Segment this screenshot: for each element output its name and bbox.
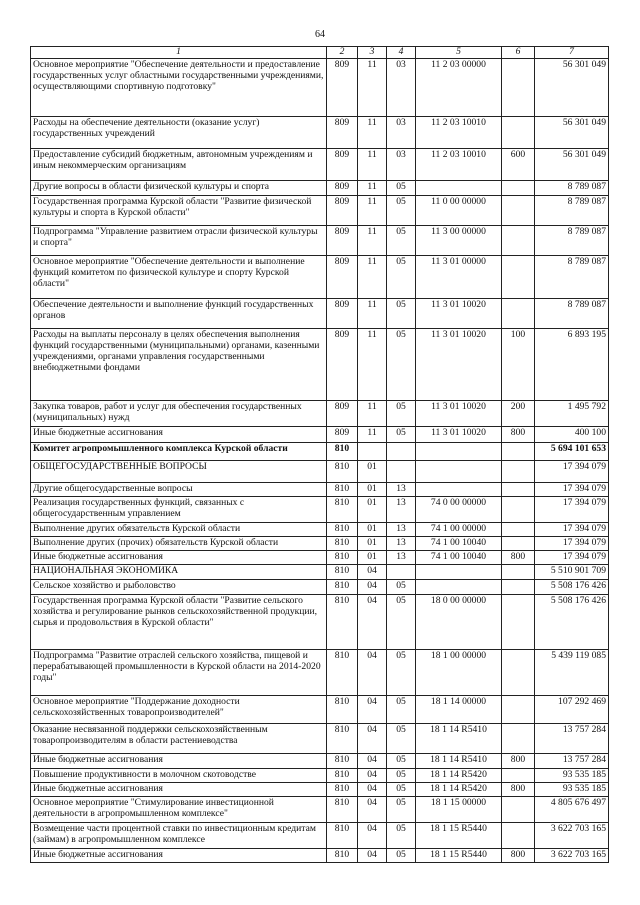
page-number: 64 [315, 29, 325, 40]
row-section-code: 04 [358, 769, 387, 783]
row-name: Иные бюджетные ассигнования [31, 427, 327, 443]
row-name: Предоставление субсидий бюджетным, автономным учреждениям и иным некоммерческим организациям [31, 149, 327, 181]
header-cell: 6 [502, 47, 535, 59]
row-target-article-code [416, 565, 502, 580]
row-name: Сельское хозяйство и рыболовство [31, 580, 327, 595]
header-cell: 7 [535, 47, 609, 59]
row-name: Иные бюджетные ассигнования [31, 783, 327, 797]
row-amount: 56 301 049 [535, 117, 609, 149]
row-section-code: 01 [358, 497, 387, 523]
row-amount: 17 394 079 [535, 537, 609, 551]
row-section-code: 11 [358, 329, 387, 401]
row-expense-type-code [502, 595, 535, 650]
row-section-code: 01 [358, 523, 387, 537]
table-row [31, 443, 609, 461]
table-row [31, 724, 609, 754]
table-row [31, 181, 609, 196]
row-target-article-code: 18 1 15 00000 [416, 797, 502, 823]
row-target-article-code: 11 3 01 10020 [416, 401, 502, 427]
row-ved-code: 810 [327, 696, 358, 724]
row-subsection-code: 05 [387, 769, 416, 783]
row-name: Основное мероприятие "Обеспечение деятельности и выполнение функций комитетом по физической культуре и спорту Курской области" [31, 256, 327, 299]
row-section-code: 04 [358, 823, 387, 849]
row-ved-code: 810 [327, 565, 358, 580]
row-name: Иные бюджетные ассигнования [31, 754, 327, 769]
row-section-code: 11 [358, 149, 387, 181]
row-subsection-code: 03 [387, 149, 416, 181]
row-amount: 3 622 703 165 [535, 823, 609, 849]
table-row [31, 329, 609, 401]
row-subsection-code: 03 [387, 117, 416, 149]
row-expense-type-code [502, 724, 535, 754]
row-amount: 4 805 676 497 [535, 797, 609, 823]
row-expense-type-code: 800 [502, 427, 535, 443]
row-subsection-code: 05 [387, 724, 416, 754]
row-target-article-code: 18 1 15 R5440 [416, 823, 502, 849]
row-target-article-code: 74 1 00 10040 [416, 537, 502, 551]
row-ved-code: 810 [327, 443, 358, 461]
row-subsection-code: 05 [387, 797, 416, 823]
row-section-code: 01 [358, 483, 387, 497]
row-ved-code: 809 [327, 181, 358, 196]
row-target-article-code: 18 1 14 R5410 [416, 724, 502, 754]
row-expense-type-code: 600 [502, 149, 535, 181]
row-subsection-code [387, 565, 416, 580]
row-target-article-code: 11 0 00 00000 [416, 196, 502, 226]
table-row [31, 497, 609, 523]
row-ved-code: 809 [327, 117, 358, 149]
row-ved-code: 810 [327, 724, 358, 754]
row-section-code: 04 [358, 724, 387, 754]
row-subsection-code: 05 [387, 783, 416, 797]
row-target-article-code: 11 2 03 10010 [416, 149, 502, 181]
row-name: Подпрограмма "Развитие отраслей сельского хозяйства, пищевой и перерабатывающей промышленности в Курской области на 2014-2020 годы" [31, 650, 327, 696]
row-section-code: 11 [358, 117, 387, 149]
row-amount: 5 439 119 085 [535, 650, 609, 696]
row-expense-type-code [502, 226, 535, 256]
table-row [31, 754, 609, 769]
table-row [31, 823, 609, 849]
row-ved-code: 810 [327, 754, 358, 769]
header-cell: 4 [387, 47, 416, 59]
row-subsection-code: 05 [387, 329, 416, 401]
row-subsection-code: 13 [387, 523, 416, 537]
row-section-code: 04 [358, 849, 387, 863]
row-amount: 17 394 079 [535, 497, 609, 523]
row-expense-type-code: 800 [502, 783, 535, 797]
row-name: Государственная программа Курской области "Развитие сельского хозяйства и регулирование рынков сельскохозяйственной продукции, сырья и продовольствия в Курской области" [31, 595, 327, 650]
row-ved-code: 810 [327, 523, 358, 537]
header-cell: 1 [31, 47, 327, 59]
row-ved-code: 809 [327, 59, 358, 117]
row-name: Иные бюджетные ассигнования [31, 551, 327, 565]
row-name: Расходы на выплаты персоналу в целях обеспечения выполнения функций государственными (муниципальными) органами, казенными учреждениями, органами управления государственными внебюджетными фондами [31, 329, 327, 401]
row-target-article-code [416, 483, 502, 497]
row-amount: 93 535 185 [535, 783, 609, 797]
row-name: Иные бюджетные ассигнования [31, 849, 327, 863]
row-section-code: 11 [358, 299, 387, 329]
table-row [31, 849, 609, 863]
row-expense-type-code [502, 59, 535, 117]
table-row [31, 256, 609, 299]
row-ved-code: 810 [327, 783, 358, 797]
row-amount: 5 508 176 426 [535, 595, 609, 650]
row-name: Основное мероприятие "Стимулирование инвестиционной деятельности в агропромышленном комплексе" [31, 797, 327, 823]
table-row [31, 226, 609, 256]
row-subsection-code: 05 [387, 595, 416, 650]
budget-table [30, 46, 609, 863]
row-name: НАЦИОНАЛЬНАЯ ЭКОНОМИКА [31, 565, 327, 580]
row-expense-type-code [502, 565, 535, 580]
row-ved-code: 809 [327, 256, 358, 299]
table-row [31, 401, 609, 427]
row-name: Основное мероприятие "Обеспечение деятельности и предоставление государственных услуг областными государственными учреждениями, осуществляющими спортивную подготовку" [31, 59, 327, 117]
row-section-code: 01 [358, 551, 387, 565]
row-subsection-code: 05 [387, 196, 416, 226]
row-name: Другие общегосударственные вопросы [31, 483, 327, 497]
row-ved-code: 809 [327, 299, 358, 329]
row-expense-type-code [502, 580, 535, 595]
row-subsection-code: 05 [387, 181, 416, 196]
row-name: ОБЩЕГОСУДАРСТВЕННЫЕ ВОПРОСЫ [31, 461, 327, 483]
row-target-article-code: 11 3 01 10020 [416, 329, 502, 401]
row-amount: 93 535 185 [535, 769, 609, 783]
table-row [31, 696, 609, 724]
row-target-article-code: 18 1 00 00000 [416, 650, 502, 696]
row-expense-type-code [502, 117, 535, 149]
row-name: Подпрограмма "Управление развитием отрасли физической культуры и спорта" [31, 226, 327, 256]
row-ved-code: 810 [327, 537, 358, 551]
row-name: Реализация государственных функций, связанных с общегосударственным управлением [31, 497, 327, 523]
row-target-article-code: 18 1 14 R5420 [416, 769, 502, 783]
row-ved-code: 810 [327, 650, 358, 696]
row-target-article-code: 18 1 14 R5410 [416, 754, 502, 769]
table-row [31, 783, 609, 797]
row-amount: 5 508 176 426 [535, 580, 609, 595]
row-section-code: 04 [358, 783, 387, 797]
table-row [31, 483, 609, 497]
row-ved-code: 809 [327, 226, 358, 256]
row-section-code: 11 [358, 181, 387, 196]
row-name: Другие вопросы в области физической культуры и спорта [31, 181, 327, 196]
row-subsection-code: 05 [387, 650, 416, 696]
table-row [31, 299, 609, 329]
row-ved-code: 809 [327, 196, 358, 226]
table-row [31, 149, 609, 181]
row-section-code: 04 [358, 580, 387, 595]
row-expense-type-code [502, 483, 535, 497]
row-section-code: 11 [358, 256, 387, 299]
row-ved-code: 810 [327, 769, 358, 783]
row-amount: 13 757 284 [535, 724, 609, 754]
row-expense-type-code [502, 523, 535, 537]
row-name: Закупка товаров, работ и услуг для обеспечения государственных (муниципальных) нужд [31, 401, 327, 427]
table-row [31, 769, 609, 783]
row-section-code: 11 [358, 427, 387, 443]
row-ved-code: 809 [327, 427, 358, 443]
table-row [31, 59, 609, 117]
table-row [31, 196, 609, 226]
row-name: Обеспечение деятельности и выполнение функций государственных органов [31, 299, 327, 329]
row-amount: 6 893 195 [535, 329, 609, 401]
table-row [31, 117, 609, 149]
row-amount: 13 757 284 [535, 754, 609, 769]
row-ved-code: 810 [327, 551, 358, 565]
row-target-article-code: 11 3 01 10020 [416, 299, 502, 329]
row-name: Комитет агропромышленного комплекса Курской области [31, 443, 327, 461]
row-expense-type-code [502, 299, 535, 329]
table-row [31, 461, 609, 483]
row-section-code: 11 [358, 59, 387, 117]
row-subsection-code: 05 [387, 427, 416, 443]
row-amount: 56 301 049 [535, 149, 609, 181]
row-target-article-code: 18 1 14 R5420 [416, 783, 502, 797]
header-cell: 5 [416, 47, 502, 59]
row-section-code: 04 [358, 565, 387, 580]
row-section-code: 04 [358, 650, 387, 696]
row-amount: 17 394 079 [535, 483, 609, 497]
row-subsection-code: 13 [387, 483, 416, 497]
header-cell: 3 [358, 47, 387, 59]
row-expense-type-code [502, 461, 535, 483]
row-expense-type-code [502, 823, 535, 849]
row-ved-code: 810 [327, 823, 358, 849]
row-section-code: 01 [358, 461, 387, 483]
row-amount: 5 694 101 653 [535, 443, 609, 461]
row-expense-type-code [502, 650, 535, 696]
row-expense-type-code [502, 256, 535, 299]
row-amount: 17 394 079 [535, 523, 609, 537]
row-subsection-code: 05 [387, 226, 416, 256]
row-name: Государственная программа Курской области "Развитие физической культуры и спорта в Курской области" [31, 196, 327, 226]
row-section-code: 11 [358, 196, 387, 226]
row-ved-code: 810 [327, 595, 358, 650]
row-section-code: 04 [358, 696, 387, 724]
row-subsection-code: 13 [387, 551, 416, 565]
row-amount: 107 292 469 [535, 696, 609, 724]
row-amount: 17 394 079 [535, 461, 609, 483]
table-row [31, 537, 609, 551]
row-ved-code: 810 [327, 461, 358, 483]
row-target-article-code: 74 0 00 00000 [416, 497, 502, 523]
row-target-article-code: 18 1 15 R5440 [416, 849, 502, 863]
table-row [31, 595, 609, 650]
row-target-article-code: 11 2 03 00000 [416, 59, 502, 117]
row-subsection-code [387, 443, 416, 461]
row-amount: 5 510 901 709 [535, 565, 609, 580]
row-section-code: 11 [358, 226, 387, 256]
row-name: Выполнение других (прочих) обязательств Курской области [31, 537, 327, 551]
row-subsection-code: 05 [387, 754, 416, 769]
row-name: Возмещение части процентной ставки по инвестиционным кредитам (займам) в агропромышленном комплексе [31, 823, 327, 849]
row-name: Повышение продуктивности в молочном скотоводстве [31, 769, 327, 783]
row-expense-type-code: 200 [502, 401, 535, 427]
row-amount: 400 100 [535, 427, 609, 443]
row-ved-code: 810 [327, 580, 358, 595]
row-section-code: 04 [358, 797, 387, 823]
row-amount: 8 789 087 [535, 196, 609, 226]
row-target-article-code: 11 3 01 00000 [416, 256, 502, 299]
row-amount: 8 789 087 [535, 226, 609, 256]
row-ved-code: 810 [327, 849, 358, 863]
row-target-article-code: 74 1 00 10040 [416, 551, 502, 565]
row-expense-type-code [502, 443, 535, 461]
row-expense-type-code [502, 497, 535, 523]
row-expense-type-code [502, 797, 535, 823]
row-name: Выполнение других обязательств Курской области [31, 523, 327, 537]
row-target-article-code: 11 3 00 00000 [416, 226, 502, 256]
row-name: Расходы на обеспечение деятельности (оказание услуг) государственных учреждений [31, 117, 327, 149]
row-subsection-code [387, 461, 416, 483]
row-subsection-code: 13 [387, 497, 416, 523]
row-expense-type-code: 100 [502, 329, 535, 401]
row-ved-code: 810 [327, 497, 358, 523]
row-amount: 3 622 703 165 [535, 849, 609, 863]
row-target-article-code [416, 461, 502, 483]
row-ved-code: 809 [327, 401, 358, 427]
row-target-article-code: 11 3 01 10020 [416, 427, 502, 443]
row-section-code: 01 [358, 537, 387, 551]
row-subsection-code: 03 [387, 59, 416, 117]
row-target-article-code: 74 1 00 00000 [416, 523, 502, 537]
header-cell: 2 [327, 47, 358, 59]
row-target-article-code: 18 0 00 00000 [416, 595, 502, 650]
row-ved-code: 810 [327, 797, 358, 823]
row-target-article-code: 18 1 14 00000 [416, 696, 502, 724]
row-subsection-code: 05 [387, 256, 416, 299]
row-subsection-code: 05 [387, 849, 416, 863]
row-subsection-code: 05 [387, 580, 416, 595]
row-name: Оказание несвязанной поддержки сельскохозяйственным товаропроизводителям в области растениеводства [31, 724, 327, 754]
table-row [31, 523, 609, 537]
table-row [31, 565, 609, 580]
row-section-code [358, 443, 387, 461]
row-target-article-code [416, 443, 502, 461]
table-row [31, 797, 609, 823]
row-ved-code: 810 [327, 483, 358, 497]
row-expense-type-code [502, 181, 535, 196]
row-amount: 8 789 087 [535, 256, 609, 299]
row-section-code: 11 [358, 401, 387, 427]
row-ved-code: 809 [327, 149, 358, 181]
row-expense-type-code: 800 [502, 551, 535, 565]
row-amount: 17 394 079 [535, 551, 609, 565]
row-amount: 8 789 087 [535, 299, 609, 329]
row-subsection-code: 13 [387, 537, 416, 551]
row-expense-type-code [502, 196, 535, 226]
row-amount: 56 301 049 [535, 59, 609, 117]
row-ved-code: 809 [327, 329, 358, 401]
row-expense-type-code [502, 537, 535, 551]
table-row [31, 580, 609, 595]
row-subsection-code: 05 [387, 401, 416, 427]
row-subsection-code: 05 [387, 823, 416, 849]
table-row [31, 551, 609, 565]
row-subsection-code: 05 [387, 696, 416, 724]
table-row [31, 650, 609, 696]
row-name: Основное мероприятие "Поддержание доходности сельскохозяйственных товаропроизводителей" [31, 696, 327, 724]
row-target-article-code [416, 181, 502, 196]
row-section-code: 04 [358, 595, 387, 650]
row-amount: 8 789 087 [535, 181, 609, 196]
row-subsection-code: 05 [387, 299, 416, 329]
row-target-article-code: 11 2 03 10010 [416, 117, 502, 149]
row-section-code: 04 [358, 754, 387, 769]
row-amount: 1 495 792 [535, 401, 609, 427]
header-row [31, 47, 609, 59]
row-target-article-code [416, 580, 502, 595]
row-expense-type-code [502, 769, 535, 783]
table-row [31, 427, 609, 443]
row-expense-type-code: 800 [502, 849, 535, 863]
row-expense-type-code [502, 696, 535, 724]
row-expense-type-code: 800 [502, 754, 535, 769]
